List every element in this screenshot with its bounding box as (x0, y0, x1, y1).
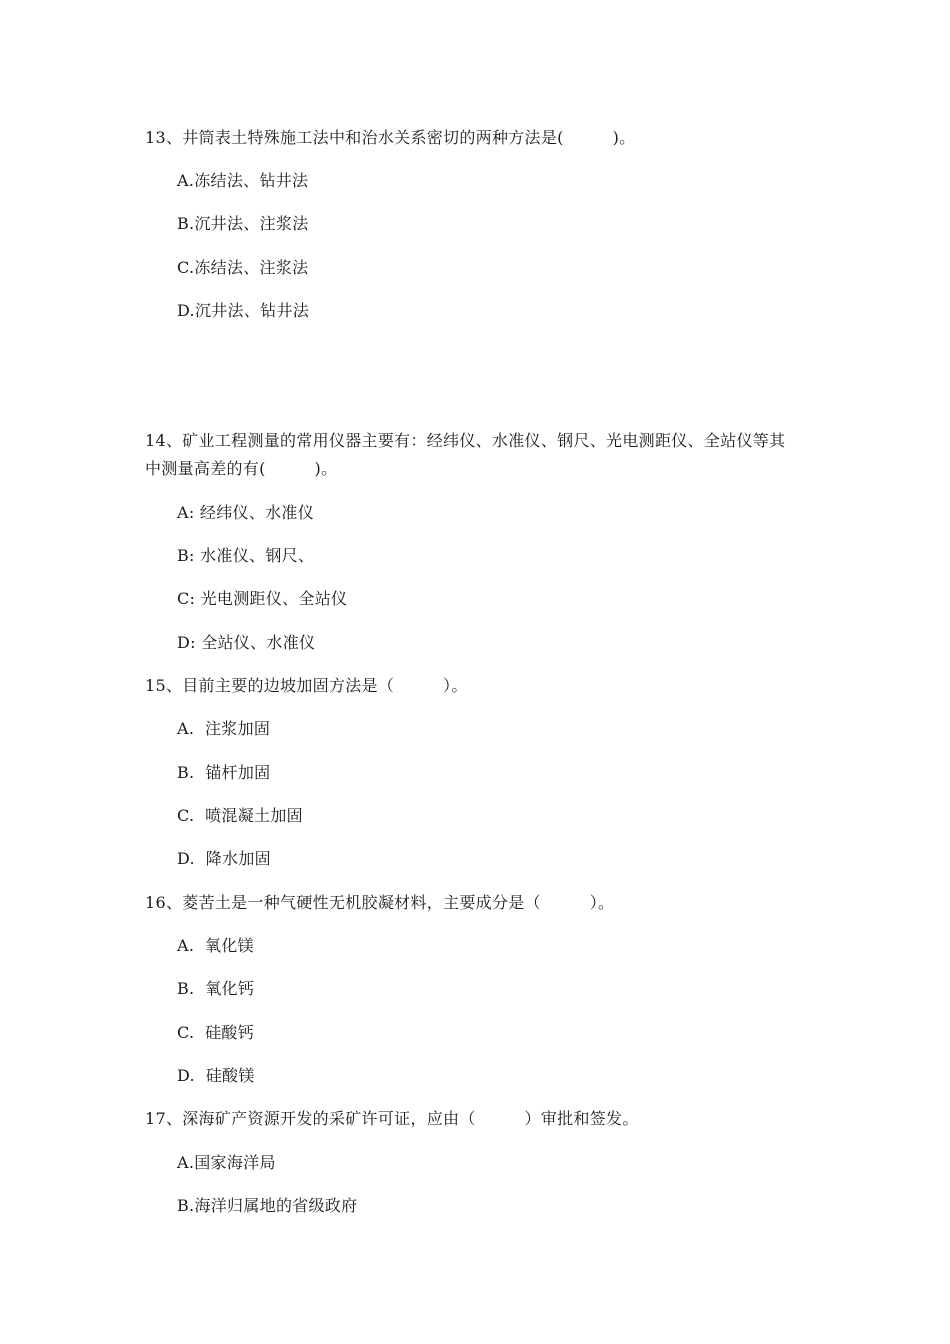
question-16-option-d: D. 硅酸镁 (177, 1066, 255, 1085)
question-14-stem-line-1: 14、矿业工程测量的常用仪器主要有：经纬仪、水准仪、钢尺、光电测距仪、全站仪等其 (145, 431, 786, 450)
question-14-option-d: D: 全站仪、水准仪 (177, 633, 316, 652)
question-17-option-a: A.国家海洋局 (177, 1153, 276, 1172)
question-14-option-a: A: 经纬仪、水准仪 (177, 503, 315, 522)
question-14-option-b: B: 水准仪、钢尺、 (177, 546, 315, 565)
question-17-option-b: B.海洋归属地的省级政府 (177, 1196, 358, 1215)
question-14-option-c: C: 光电测距仪、全站仪 (177, 589, 348, 608)
question-15-option-a: A. 注浆加固 (177, 719, 271, 738)
question-16-option-a: A. 氧化镁 (177, 936, 254, 955)
question-14-stem-line-2: 中测量高差的有( )。 (145, 459, 338, 478)
question-15-option-d: D. 降水加固 (177, 849, 271, 868)
question-17-stem: 17、深海矿产资源开发的采矿许可证，应由（ ）审批和签发。 (145, 1109, 639, 1128)
question-16-option-b: B. 氧化钙 (177, 979, 255, 998)
question-15-stem: 15、目前主要的边坡加固方法是（ ）。 (145, 676, 468, 695)
question-13-stem: 13、井筒表土特殊施工法中和治水关系密切的两种方法是( )。 (145, 128, 636, 147)
question-16-option-c: C. 硅酸钙 (177, 1023, 255, 1042)
question-15-option-b: B. 锚杆加固 (177, 763, 271, 782)
question-13-option-c: C.冻结法、注浆法 (177, 258, 309, 277)
question-13-option-d: D.沉井法、钻井法 (177, 301, 310, 320)
question-16-stem: 16、菱苦土是一种气硬性无机胶凝材料，主要成分是（ ）。 (145, 893, 615, 912)
question-15-option-c: C. 喷混凝土加固 (177, 806, 303, 825)
question-13-option-a: A.冻结法、钻井法 (177, 171, 309, 190)
question-13-option-b: B.沉井法、注浆法 (177, 214, 309, 233)
